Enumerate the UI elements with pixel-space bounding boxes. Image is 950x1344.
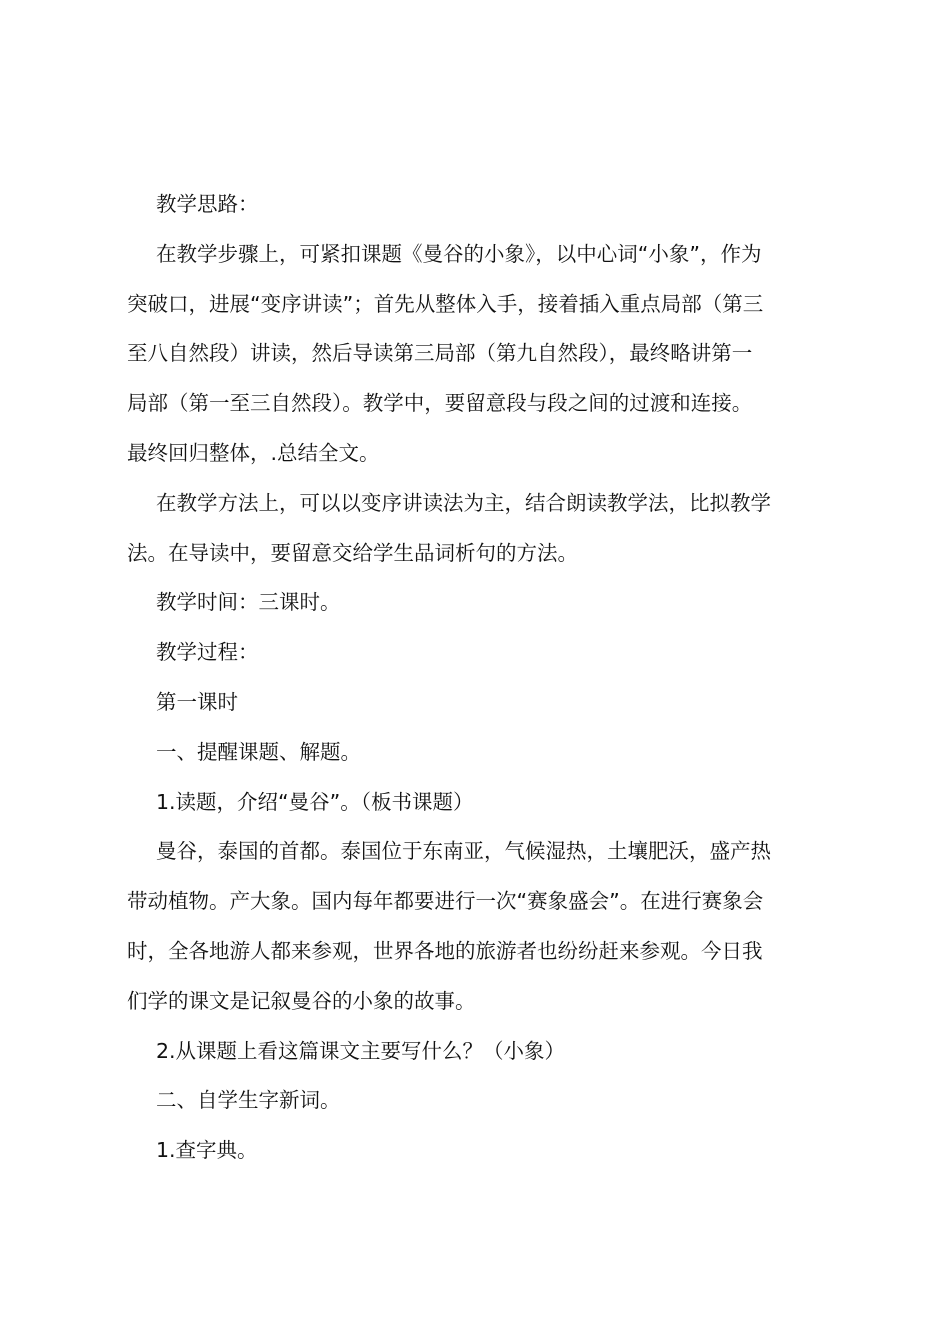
paragraph-line: 法。在导读中，要留意交给学生品词析句的方法。 [127, 540, 578, 565]
paragraph-line: 在教学方法上，可以以变序讲读法为主，结合朗读教学法，比拟教学 [156, 490, 771, 515]
heading-first-lesson: 第一课时 [156, 689, 238, 714]
paragraph-line: 带动植物。产大象。国内每年都要进行一次“赛象盛会”。在进行赛象会 [127, 889, 764, 914]
paragraph-line: 们学的课文是记叙曼谷的小象的故事。 [127, 988, 476, 1013]
paragraph-line: 在教学步骤上，可紧扣课题《曼谷的小象》，以中心词“小象”，作为 [156, 241, 762, 266]
paragraph-line: 局部（第一至三自然段）。教学中，要留意段与段之间的过渡和连接。 [127, 391, 753, 416]
paragraph-line: 最终回归整体，.总结全文。 [127, 440, 380, 465]
paragraph-line: 时，全各地游人都来参观，世界各地的旅游者也纷纷赶来参观。今日我 [127, 938, 763, 963]
heading-teaching-process: 教学过程： [156, 640, 259, 665]
paragraph-line: 突破口，进展“变序讲读”；首先从整体入手，接着插入重点局部（第三 [127, 291, 764, 316]
list-item: 1.读题，介绍“曼谷”。（板书课题） [156, 789, 474, 814]
document-body [127, 180, 832, 1176]
list-item: 1.查字典。 [156, 1138, 258, 1163]
heading-teaching-approach: 教学思路： [156, 192, 259, 216]
section-heading: 二、自学生字新词。 [156, 1088, 341, 1113]
list-item: 2.从课题上看这篇课文主要写什么？（小象） [156, 1038, 566, 1063]
paragraph-line: 至八自然段）讲读，然后导读第三局部（第九自然段），最终略讲第一 [127, 341, 753, 366]
section-heading: 一、提醒课题、解题。 [156, 739, 361, 764]
teaching-time: 教学时间：三课时。 [156, 590, 341, 615]
paragraph-line: 曼谷，泰国的首都。泰国位于东南亚，气候湿热，土壤肥沃，盛产热 [156, 839, 771, 864]
